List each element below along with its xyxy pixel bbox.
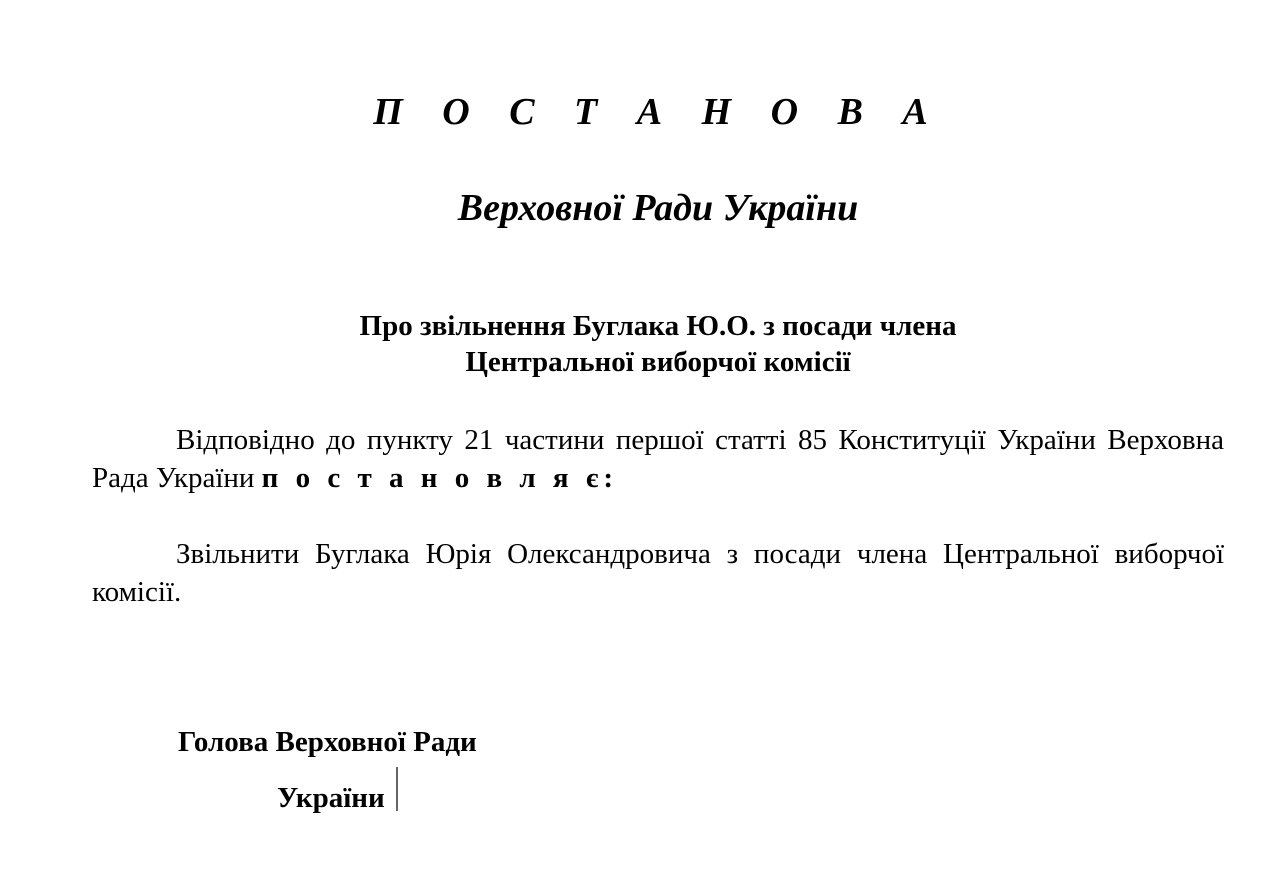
document-type-title: П О С Т А Н О В А [373, 91, 943, 133]
resolution-paragraph: Звільнити Буглака Юрія Олександровича з посади члена Центральної виборчої комісії. [92, 538, 1224, 608]
document-subject [0, 308, 1280, 380]
preamble-paragraph [92, 421, 1224, 497]
resolution-keyword: п о с т а н о в л я є: [261, 462, 619, 494]
subject-line-1: Про звільнення Буглака Ю.О. з посади члена [359, 310, 957, 342]
text-cursor [396, 767, 398, 811]
signature-title-line-1: Голова Верховної Ради [178, 726, 477, 758]
signature-title-line-2: України [277, 782, 385, 814]
subject-line-2: Центральної виборчої комісії [465, 346, 851, 378]
preamble-text: Відповідно до пункту 21 частини першої статті 85 Конституції України Верховна Рада України [92, 424, 1224, 494]
document-issuer: Верховної Ради України [457, 187, 859, 229]
